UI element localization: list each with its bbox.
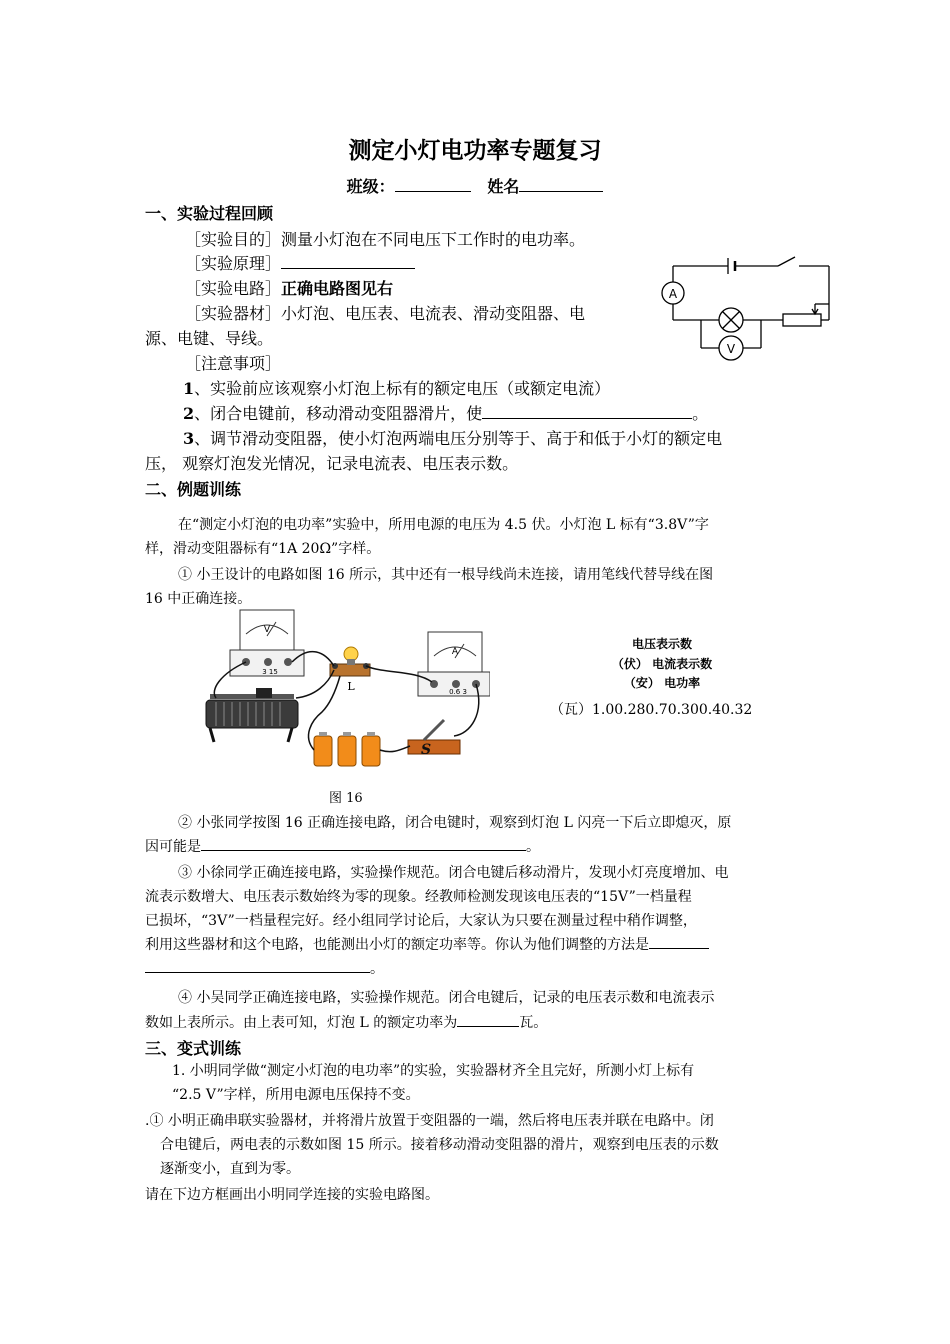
- question-3-text: 利用这些器材和这个电路，也能测出小灯的额定功率等。你认为他们调整的方法是: [145, 937, 649, 953]
- variant-1-line-1: 1. 小明同学做“测定小灯泡的电功率”的实验，实验器材齐全且完好，所测小灯上标有: [172, 1063, 695, 1079]
- note-3-line-2: 压， 观察灯泡发光情况，记录电流表、电压表示数。: [145, 454, 519, 473]
- section3-heading: 三、变式训练: [145, 1039, 242, 1058]
- ammeter-device: [418, 632, 490, 696]
- circuit-line: [185, 276, 393, 299]
- question-2-line-2: [145, 836, 540, 856]
- class-blank: [395, 177, 471, 192]
- note-1-num: 1: [183, 379, 195, 398]
- lamp-label: L: [347, 680, 355, 693]
- question-3-line-5: [145, 958, 384, 978]
- principle-blank: [281, 254, 415, 269]
- question-3-blank-1: [649, 934, 709, 949]
- question-1-line-2: 16 中正确连接。: [145, 591, 252, 607]
- question-4-line-2: [145, 1012, 547, 1032]
- materials-text-1: 小灯泡、电压表、电流表、滑动变阻器、电: [281, 304, 586, 323]
- question-3-blank-2: [145, 958, 370, 973]
- example-intro-1: 在“测定小灯泡的电功率”实验中，所用电源的电压为 4.5 伏。小灯泡 L 标有“3.8V”字: [178, 517, 709, 533]
- note-2-text: 、闭合电键前，移动滑动变阻器滑片，使: [194, 404, 483, 423]
- materials-line-1: [185, 301, 585, 324]
- voltmeter-face-letter: V: [263, 625, 271, 635]
- example-intro-2: 样，滑动变阻器标有“1A 20Ω”字样。: [145, 541, 381, 557]
- principle-label: ［实验原理］: [185, 254, 282, 273]
- variant-2-line-1: .① 小明正确串联实验器材，并将滑片放置于变阻器的一端，然后将电压表并联在电路中。闭: [145, 1113, 714, 1129]
- page-title: 测定小灯电功率专题复习: [348, 138, 602, 164]
- note-1-text: 、实验前应该观察小灯泡上标有的额定电压（或额定电流）: [194, 379, 611, 398]
- rheostat-symbol: [783, 314, 821, 326]
- variant-2-line-3: 逐渐变小，直到为零。: [160, 1161, 300, 1177]
- question-3-line-3: 已损坏，“3V”一档量程完好。经小组同学讨论后，大家认为只要在测量过程中稍作调整，: [145, 913, 697, 929]
- ammeter-scale-label: 0.6 3: [449, 688, 467, 696]
- purpose-label: ［实验目的］: [185, 230, 282, 249]
- question-2-blank: [201, 836, 526, 851]
- table-line-2: （伏） 电流表示数: [611, 657, 713, 671]
- notes-label: ［注意事项］: [185, 354, 282, 373]
- question-1-line-1: ① 小王设计的电路如图 16 所示，其中还有一根导线尚未连接，请用笔线代替导线在图: [178, 567, 714, 583]
- question-3-line-1: ③ 小徐同学正确连接电路，实验操作规范。闭合电键后移动滑片，发现小灯亮度增加、电: [178, 865, 729, 881]
- battery-pack: [314, 732, 380, 766]
- voltmeter-scale-label: 3 15: [262, 668, 278, 676]
- note-2: [183, 401, 708, 424]
- question-3-line-2: 流表示数增大、电压表示数始终为零的现象。经教师检测发现该电压表的“15V”一档量程: [145, 889, 692, 905]
- principle-line: [185, 251, 415, 274]
- note-3-num: 3: [183, 429, 195, 448]
- note-3-text: 、调节滑动变阻器，使小灯泡两端电压分别等于、高于和低于小灯的额定电: [194, 429, 723, 448]
- question-2-end: 。: [526, 839, 540, 855]
- ammeter-letter: A: [668, 287, 678, 301]
- table-line-1: 电压表示数: [631, 637, 692, 651]
- class-label: 班级：: [346, 177, 395, 196]
- question-4-text: 数如上表所示。由上表可知，灯泡 L 的额定功率为: [145, 1015, 458, 1031]
- note-3-line-1: [183, 426, 722, 449]
- table-line-4: （瓦）1.00.280.70.300.40.32: [550, 702, 753, 718]
- section2-heading: 二、例题训练: [145, 480, 242, 499]
- materials-line-2: 源、电键、导线。: [145, 329, 274, 348]
- switch-device: [408, 720, 460, 758]
- table-line-3: （安） 电功率: [623, 676, 701, 690]
- variant-3-line: 请在下边方框画出小明同学连接的实验电路图。: [145, 1187, 439, 1203]
- materials-label: ［实验器材］: [185, 304, 282, 323]
- figure-16-apparatus: [200, 604, 490, 772]
- section1-heading: 一、实验过程回顾: [145, 204, 274, 223]
- purpose-text: 测量小灯泡在不同电压下工作时的电功率。: [281, 230, 586, 249]
- circuit-schematic: [655, 248, 845, 370]
- note-1: [183, 376, 610, 399]
- note-2-end: 。: [692, 404, 709, 423]
- class-name-line: [0, 174, 950, 197]
- name-blank: [519, 177, 603, 192]
- question-3-line-4: [145, 934, 709, 954]
- variant-1-line-2: “2.5 V”字样，所用电源电压保持不变。: [172, 1087, 420, 1103]
- note-2-num: 2: [183, 404, 195, 423]
- note-2-blank: [482, 404, 692, 419]
- circuit-label: ［实验电路］: [185, 279, 282, 298]
- variant-2-line-2: 合电键后，两电表的示数如图 15 所示。接着移动滑动变阻器的滑片，观察到电压表的示数: [160, 1137, 719, 1153]
- switch-label: S: [420, 742, 432, 758]
- question-2-text: 因可能是: [145, 839, 201, 855]
- question-4-line-1: ④ 小吴同学正确连接电路，实验操作规范。闭合电键后，记录的电压表示数和电流表示: [178, 990, 715, 1006]
- voltmeter-letter: V: [726, 342, 736, 356]
- question-4-blank: [457, 1012, 519, 1027]
- rheostat-device: [206, 688, 298, 742]
- ammeter-face-letter: A: [451, 647, 459, 657]
- purpose-line: [185, 227, 585, 250]
- name-label: 姓名: [487, 177, 520, 196]
- circuit-text: 正确电路图见右: [281, 279, 394, 298]
- figure-16-caption: 图 16: [329, 791, 363, 806]
- switch-blade: [778, 257, 795, 266]
- voltmeter-device: [230, 610, 304, 676]
- question-4-end: 瓦。: [519, 1015, 548, 1031]
- question-3-end: 。: [370, 961, 384, 977]
- question-2-line-1: ② 小张同学按图 16 正确连接电路，闭合电键时，观察到灯泡 L 闪亮一下后立即熄灭，原: [178, 815, 732, 831]
